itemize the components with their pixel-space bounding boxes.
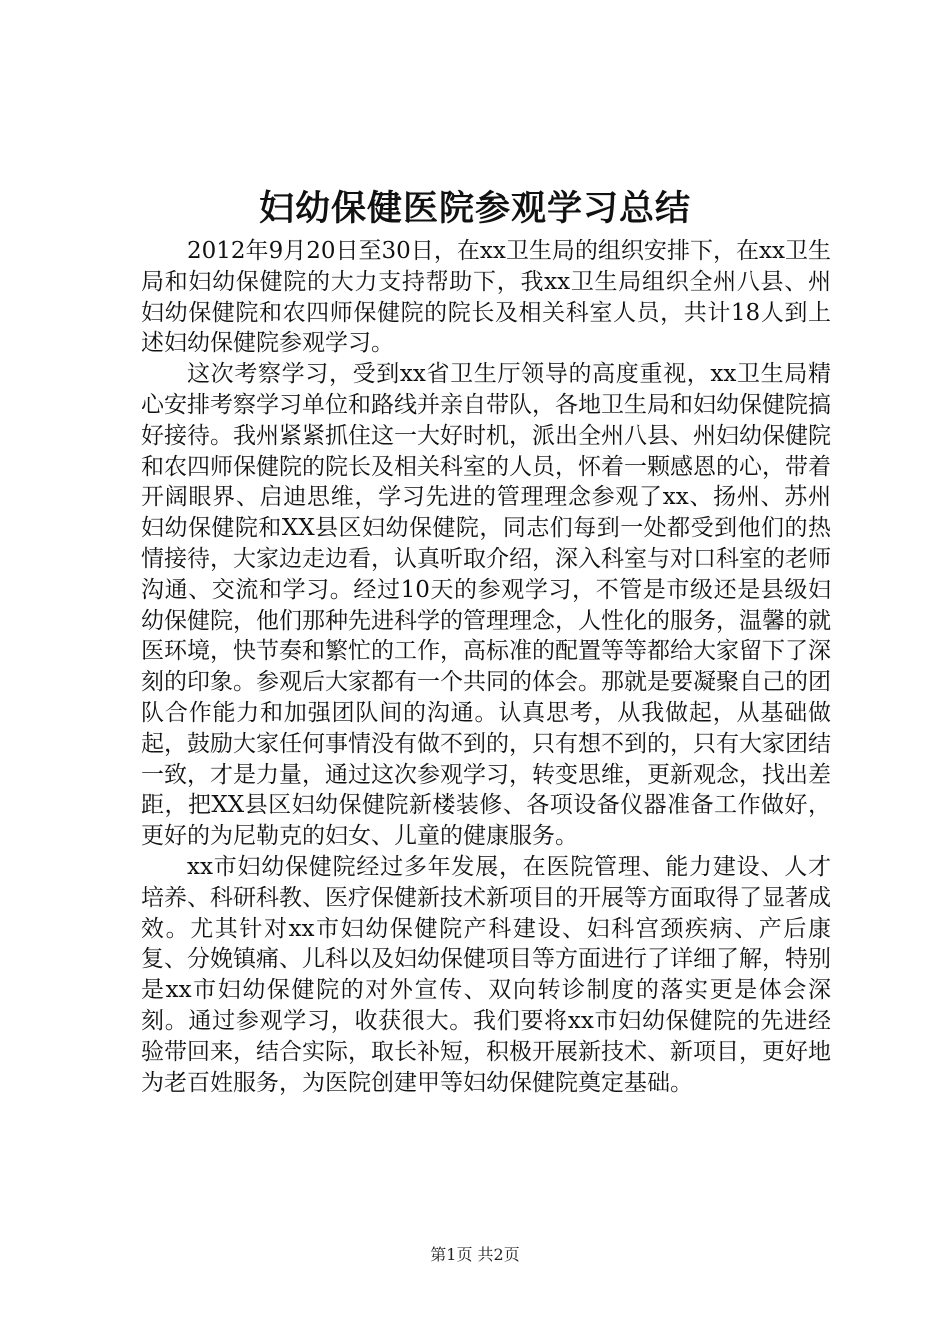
- document-title: 妇幼保健医院参观学习总结: [258, 188, 691, 229]
- paragraph-3: xx市妇幼保健院经过多年发展，在医院管理、能力建设、人才培养、科研科教、医疗保健新技术新项目的开展等方面取得了显著成效。尤其针对xx市妇幼保健院产科建设、妇科宫颈疾病、产后康复、分娩镇痛、儿科以及妇幼保健项目等方面进行了详细了解，特别是xx市妇幼保健院的对外宣传、双向转诊制度的落实更是体会深刻。通过参观学习，收获很大。我们要将xx市妇幼保健院的先进经验带回来，结合实际，取长补短，积极开展新技术、新项目，更好地为老百姓服务，为医院创建甲等妇幼保健院奠定基础。: [141, 853, 831, 1096]
- paragraph-2: 这次考察学习，受到xx省卫生厅领导的高度重视，xx卫生局精心安排考察学习单位和路线并亲自带队，各地卫生局和妇幼保健院搞好接待。我州紧紧抓住这一大好时机，派出全州八县、州妇幼保健院和农四师保健院的院长及相关科室的人员，怀着一颗感恩的心，带着开阔眼界、启迪思维，学习先进的管理理念参观了xx、扬州、苏州妇幼保健院和XX县区妇幼保健院，同志们每到一处都受到他们的热情接待，大家边走边看，认真听取介绍，深入科室与对口科室的老师沟通、交流和学习。经过10天的参观学习，不管是市级还是县级妇幼保健院，他们那种先进科学的管理理念，人性化的服务，温馨的就医环境，快节奏和繁忙的工作，高标准的配置等等都给大家留下了深刻的印象。参观后大家都有一个共同的体会。那就是要凝聚自己的团队合作能力和加强团队间的沟通。认真思考，从我做起，从基础做起，鼓励大家任何事情没有做不到的，只有想不到的，只有大家团结一致，才是力量，通过这次参观学习，转变思维，更新观念，找出差距，把XX县区妇幼保健院新楼装修、各项设备仪器准备工作做好，更好的为尼勒克的妇女、儿童的健康服务。: [141, 361, 831, 850]
- page-number-footer: 第1页 共2页: [430, 1245, 520, 1264]
- document-body: [141, 236, 831, 1098]
- paragraph-1: 2012年9月20日至30日，在xx卫生局的组织安排下，在xx卫生局和妇幼保健院的大力支持帮助下，我xx卫生局组织全州八县、州妇幼保健院和农四师保健院的院长及相关科室人员，共计18人到上述妇幼保健院参观学习。: [141, 238, 831, 357]
